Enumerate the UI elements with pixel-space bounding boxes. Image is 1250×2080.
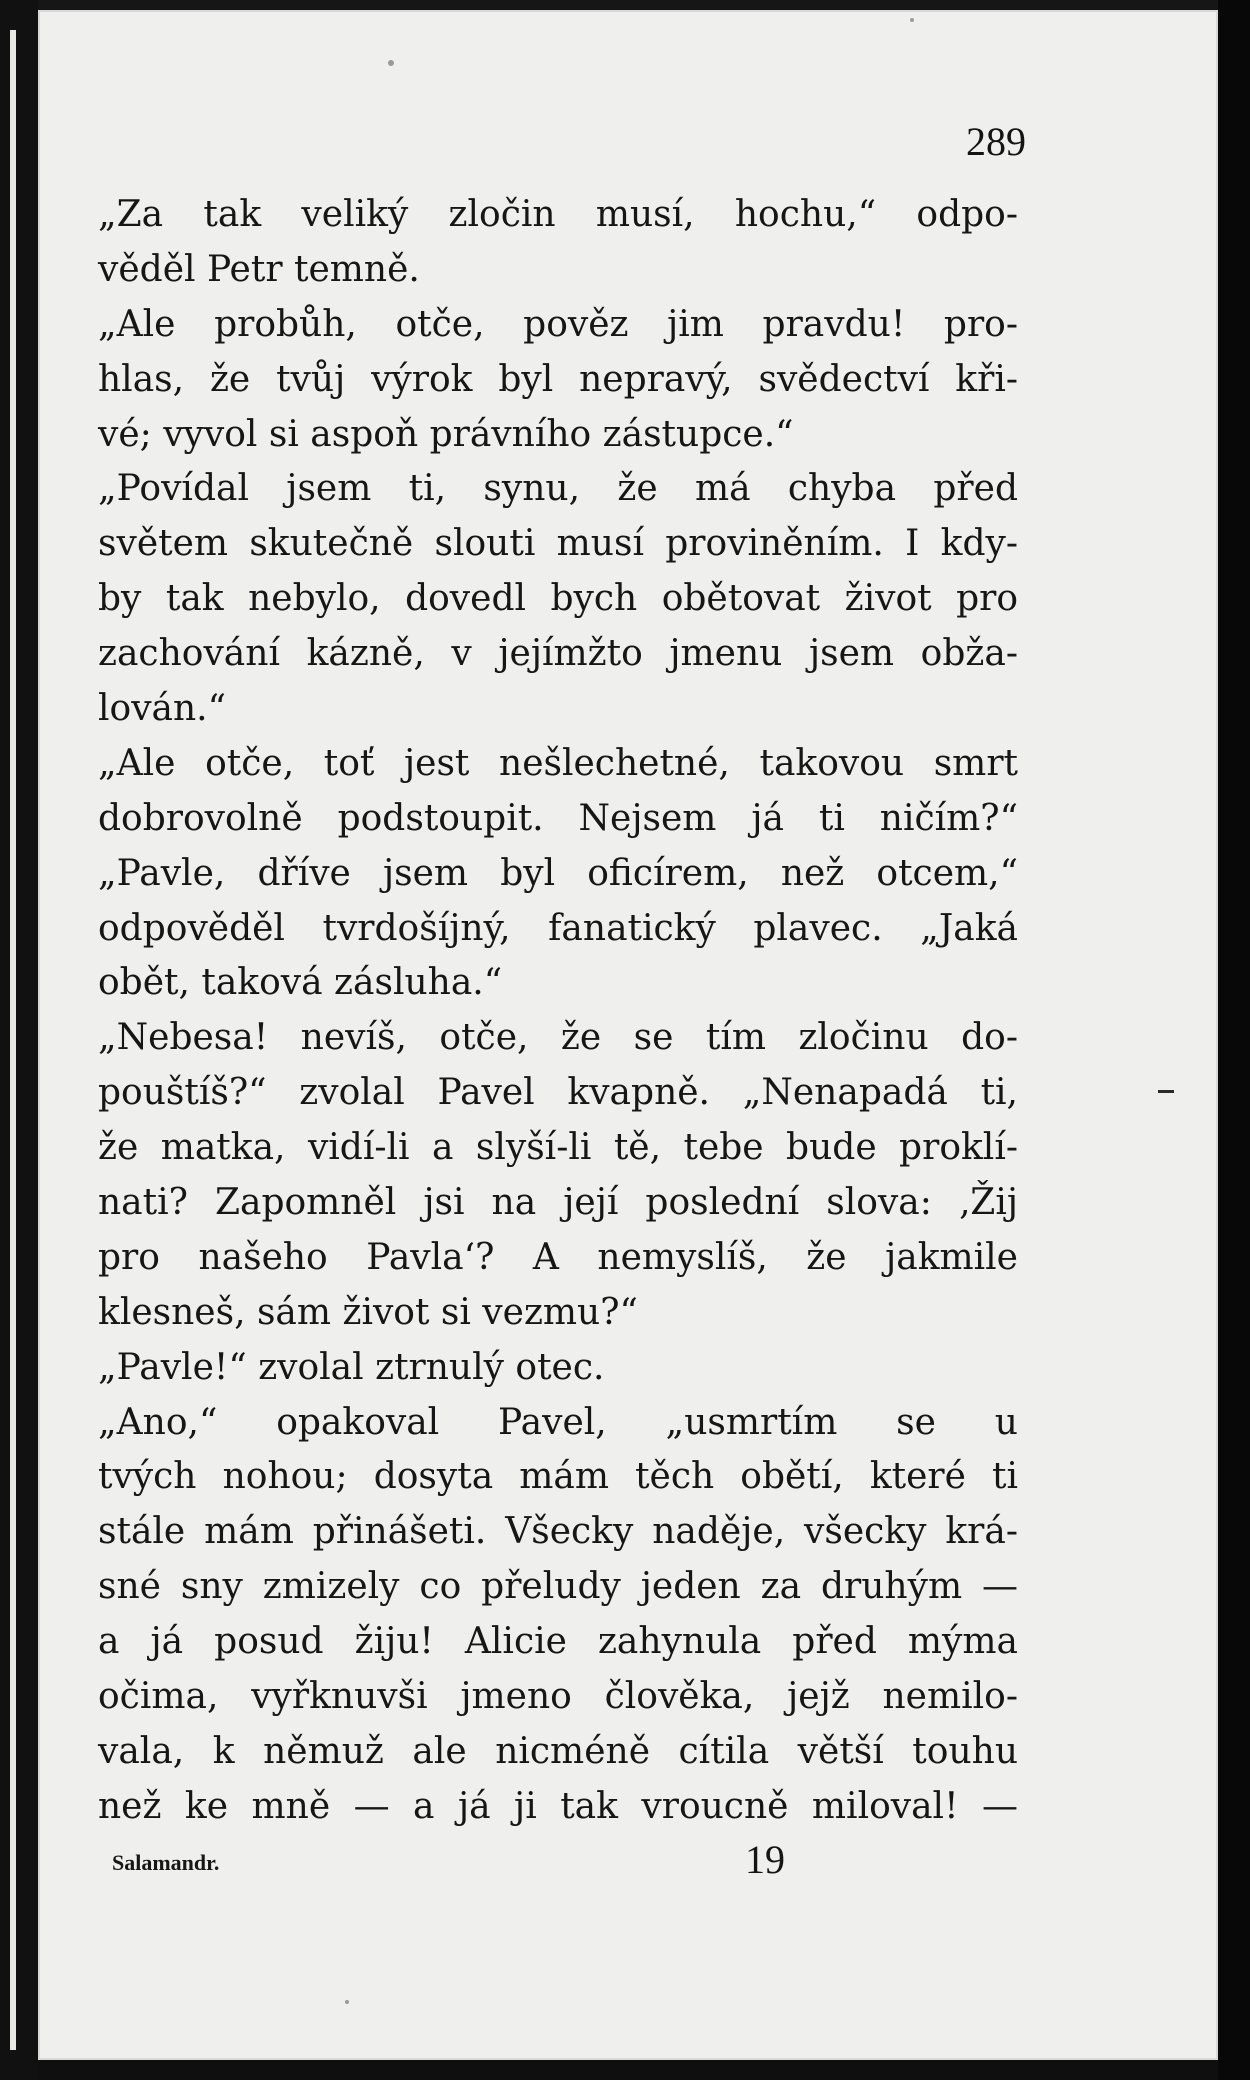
text-line: obět, taková zásluha.“ <box>98 962 503 1004</box>
page-bottom-edge <box>38 2060 1218 2080</box>
text-line: pro našeho Pavla‘? A nemyslíš, že jakmile <box>98 1236 1018 1278</box>
text-line: „Povídal jsem ti, synu, že má chyba před <box>98 468 1018 510</box>
text-line: pouštíš?“ zvolal Pavel kvapně. „Nenapadá ti, <box>98 1072 1018 1114</box>
text-line: stále mám přinášeti. Všecky naděje, všecky krá- <box>98 1511 1018 1553</box>
paper-speck <box>388 60 394 66</box>
text-line: hlas, že tvůj výrok byl nepravý, svědectví kři- <box>98 358 1018 400</box>
text-line: lován.“ <box>98 688 227 730</box>
text-line: „Pavle, dříve jsem byl oficírem, než otcem,“ <box>98 852 1018 894</box>
text-line: „Za tak veliký zločin musí, hochu,“ odpo- <box>98 194 1018 235</box>
text-line: „Ale probůh, otče, pověz jim pravdu! pro- <box>98 303 1018 345</box>
text-line: „Nebesa! nevíš, otče, že se tím zločinu do- <box>98 1017 1018 1059</box>
footer-signature: Salamandr. <box>112 1850 220 1875</box>
paper-speck <box>910 18 914 22</box>
text-line: světem skutečně slouti musí proviněním. I kdy- <box>98 523 1018 565</box>
text-line: tvých nohou; dosyta mám těch obětí, které ti <box>98 1456 1018 1498</box>
text-line: než ke mně — a já ji tak vroucně miloval! — <box>98 1785 1018 1827</box>
text-line: by tak nebylo, dovedl bych obětovat život pro <box>98 578 1018 620</box>
page-top-edge <box>38 0 1218 10</box>
text-line: odpověděl tvrdošíjný, fanatický plavec. „Jaká <box>98 907 1018 949</box>
text-line: „Pavle!“ zvolal ztrnulý otec. <box>98 1346 605 1388</box>
text-line: klesneš, sám život si vezmu?“ <box>98 1291 638 1333</box>
text-line: a já posud žiju! Alicie zahynula před mýma <box>98 1621 1018 1663</box>
text-line: vala, k němuž ale nicméně cítila větší touhu <box>98 1730 1018 1772</box>
footer-sheet-number: 19 <box>745 1837 785 1882</box>
page-right-edge <box>1218 0 1250 2080</box>
page-number: 289 <box>966 119 1026 164</box>
text-line: očima, vyřknuvši jmeno člověka, jejž nemilo- <box>98 1676 1018 1718</box>
text-line: nati? Zapomněl jsi na její poslední slova: ‚Žij <box>98 1182 1018 1224</box>
paper-speck <box>345 2000 349 2004</box>
page-left-binding-edge <box>0 0 38 2080</box>
text-line: „Ano,“ opakoval Pavel, „usmrtím se u <box>98 1401 1018 1443</box>
text-line: sné sny zmizely co přeludy jeden za druhým — <box>98 1566 1018 1608</box>
text-line: že matka, vidí-li a slyší-li tě, tebe bude proklí- <box>98 1127 1018 1169</box>
text-line: zachování kázně, v jejímžto jmenu jsem obža- <box>98 633 1018 675</box>
page-text <box>98 188 1018 1835</box>
text-line: vé; vyvol si aspoň právního zástupce.“ <box>98 413 794 455</box>
text-line: dobrovolně podstoupit. Nejsem já ti ničím?“ <box>98 797 1018 839</box>
text-line: „Ale otče, toť jest nešlechetné, takovou smrt <box>98 742 1018 784</box>
margin-mark <box>1158 1090 1174 1093</box>
text-line: věděl Petr temně. <box>98 248 420 290</box>
